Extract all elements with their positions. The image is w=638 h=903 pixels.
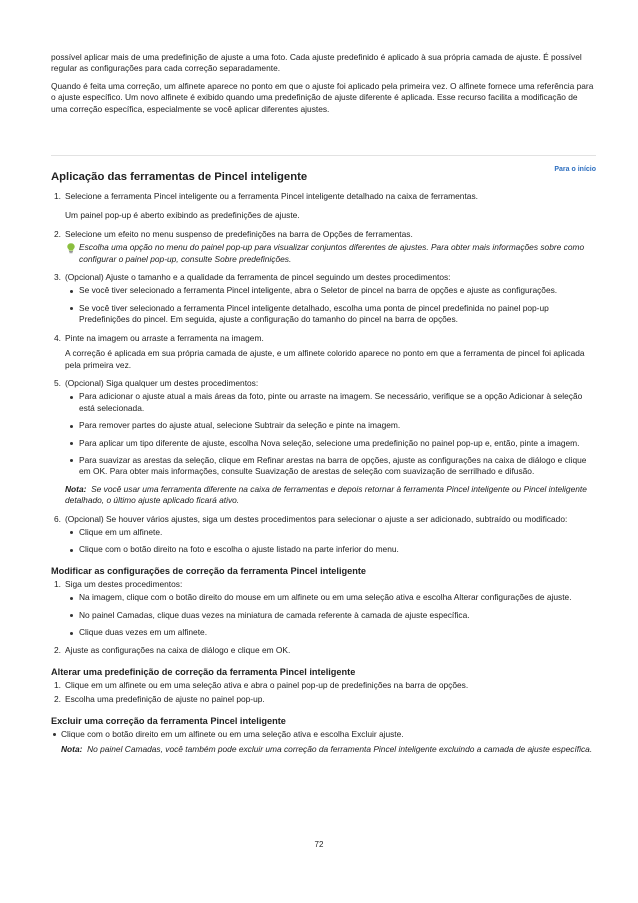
- list-item: Clique com o botão direito na foto e escolha o ajuste listado na parte inferior do menu.: [65, 544, 596, 555]
- intro-paragraph-2: Quando é feita uma correção, um alfinete aparece no ponto em que o ajuste foi aplicado pela primeira vez. O alfinete fornece uma referência para o ajuste específico. Um novo alfinete é exibido quando uma predefinição de ajuste diferente é aplicada. Esse recurso facilita a modificação de uma correção específica, especialmente se você aplicar diferentes ajustes.: [51, 80, 594, 114]
- note-text: No painel Camadas, você também pode excluir uma correção da ferramenta Pincel inteligente excluindo a camada de ajuste específica.: [87, 744, 593, 755]
- step-text: (Opcional) Siga qualquer um destes procedimentos:: [65, 377, 259, 388]
- step-2: [51, 229, 596, 265]
- step-2: [51, 645, 596, 656]
- step-1: [51, 191, 596, 222]
- tip-box: [65, 242, 596, 265]
- list-item: [51, 729, 596, 756]
- step-text: Escolha uma predefinição de ajuste no painel pop-up.: [65, 694, 265, 705]
- step-4: [51, 333, 596, 371]
- step-detail: A correção é aplicada em sua própria camada de ajuste, e um alfinete colorido aparece no ponto em que a ferramenta de pincel foi aplicada pela primeira vez.: [65, 348, 585, 370]
- step-number: 4.: [54, 332, 61, 343]
- step-number: 3.: [54, 272, 61, 283]
- list-item: Para remover partes do ajuste atual, selecione Subtrair da seleção e pinte na imagem.: [65, 420, 596, 431]
- back-to-top-link[interactable]: Para o início: [554, 166, 596, 174]
- step-text: Ajuste as configurações na caixa de diálogo e clique em OK.: [65, 645, 291, 656]
- step-text: (Opcional) Se houver vários ajustes, siga um destes procedimentos para selecionar o ajuste a ser adicionado, subtraído ou modificado:: [65, 513, 568, 524]
- step-text: Clique em um alfinete ou em uma seleção ativa e abra o painel pop-up de predefinições na barra de opções.: [65, 679, 469, 690]
- list-item: Para suavizar as arestas da seleção, clique em Refinar arestas na barra de opções, ajuste as configurações na caixa de diálogo e clique em OK. Para obter mais informações, consulte Suavização de arestas de seleção com suavização de serrilhado e difusão.: [65, 455, 596, 478]
- step-detail: Um painel pop-up é aberto exibindo as predefinições de ajuste.: [65, 210, 300, 221]
- step-number: 1.: [54, 679, 61, 690]
- step-3: [51, 272, 596, 326]
- list-item: Na imagem, clique com o botão direito do mouse em um alfinete ou em uma seleção ativa e escolha Alterar configurações de ajuste.: [65, 592, 596, 603]
- step-1: [51, 680, 596, 691]
- section-title: Aplicação das ferramentas de Pincel inteligente: [51, 171, 308, 184]
- step-number: 1.: [54, 578, 61, 589]
- step-5: [51, 378, 596, 507]
- list-item: Clique duas vezes em um alfinete.: [65, 627, 596, 638]
- step-text: Siga um destes procedimentos:: [65, 578, 183, 589]
- subsection-title-modify: Modificar as configurações de correção da ferramenta Pincel inteligente: [51, 565, 367, 576]
- step-text: Selecione um efeito no menu suspenso de predefinições na barra de Opções de ferramentas.: [65, 228, 413, 239]
- step-6: [51, 514, 596, 556]
- step-number: 2.: [54, 228, 61, 239]
- list-item: Clique em um alfinete.: [65, 527, 596, 538]
- step-number: 1.: [54, 191, 61, 202]
- delete-list: [51, 729, 596, 756]
- bullet-list: [65, 285, 596, 325]
- note-text: Se você usar uma ferramenta diferente na caixa de ferramentas e depois retornar à ferramenta Pincel inteligente ou Pincel inteligente detalhado, o último ajuste aplicado ficará ativo.: [65, 483, 587, 506]
- subsection-title-delete: Excluir uma correção da ferramenta Pincel inteligente: [51, 715, 286, 726]
- section-divider: [51, 155, 596, 156]
- section-header: [51, 166, 596, 184]
- subsection-title-change: Alterar uma predefinição de correção da ferramenta Pincel inteligente: [51, 666, 356, 677]
- bullet-list: [65, 391, 596, 477]
- step-number: 5.: [54, 377, 61, 388]
- bullet-text: Clique com o botão direito em um alfinete ou em uma seleção ativa e escolha Excluir ajuste.: [61, 728, 404, 739]
- step-1: [51, 579, 596, 639]
- modify-steps: [51, 579, 596, 657]
- step-2: [51, 694, 596, 705]
- list-item: Para adicionar o ajuste atual a mais áreas da foto, pinte ou arraste na imagem. Se necessário, verifique se a opção Adicionar à seleção está selecionada.: [65, 391, 596, 414]
- step-number: 2.: [54, 645, 61, 656]
- document-page: [51, 52, 596, 755]
- note: [61, 744, 596, 755]
- step-number: 2.: [54, 694, 61, 705]
- tip-text: Escolha uma opção no menu do painel pop-up para visualizar conjuntos diferentes de ajustes. Para obter mais informações sobre como configurar o painel pop-up, consulte Sobre predefinições.: [79, 242, 585, 264]
- note: [65, 484, 596, 507]
- step-number: 6.: [54, 513, 61, 524]
- intro-paragraph-1: possível aplicar mais de uma predefinição de ajuste a uma foto. Cada ajuste predefinido é aplicado à sua própria camada de ajuste. É possível regular as configurações para cada correção separadamente.: [51, 52, 582, 74]
- change-steps: [51, 680, 596, 706]
- note-label: Nota:: [61, 744, 83, 755]
- lightbulb-icon: [65, 242, 77, 254]
- steps-list: [51, 191, 596, 556]
- step-text: Selecione a ferramenta Pincel inteligente ou a ferramenta Pincel inteligente detalhado na caixa de ferramentas.: [65, 191, 478, 202]
- list-item: No painel Camadas, clique duas vezes na miniatura de camada referente à camada de ajuste específica.: [65, 610, 596, 621]
- list-item: Se você tiver selecionado a ferramenta Pincel inteligente, abra o Seletor de pincel na barra de opções e ajuste as configurações.: [65, 285, 596, 296]
- step-text: Pinte na imagem ou arraste a ferramenta na imagem.: [65, 332, 264, 343]
- note-label: Nota:: [65, 483, 87, 494]
- step-text: (Opcional) Ajuste o tamanho e a qualidade da ferramenta de pincel seguindo um destes procedimentos:: [65, 272, 451, 283]
- page-number: 72: [314, 840, 324, 849]
- bullet-list: [65, 592, 596, 638]
- list-item: Para aplicar um tipo diferente de ajuste, escolha Nova seleção, selecione uma predefinição no painel pop-up e, então, pinte a imagem.: [65, 438, 596, 449]
- bullet-list: [65, 527, 596, 556]
- list-item: Se você tiver selecionado a ferramenta Pincel inteligente detalhado, escolha uma ponta de pincel predefinida no painel pop-up Predefinições do pincel. Em seguida, ajuste a configuração do tamanho do pincel na barra de opções.: [65, 303, 596, 326]
